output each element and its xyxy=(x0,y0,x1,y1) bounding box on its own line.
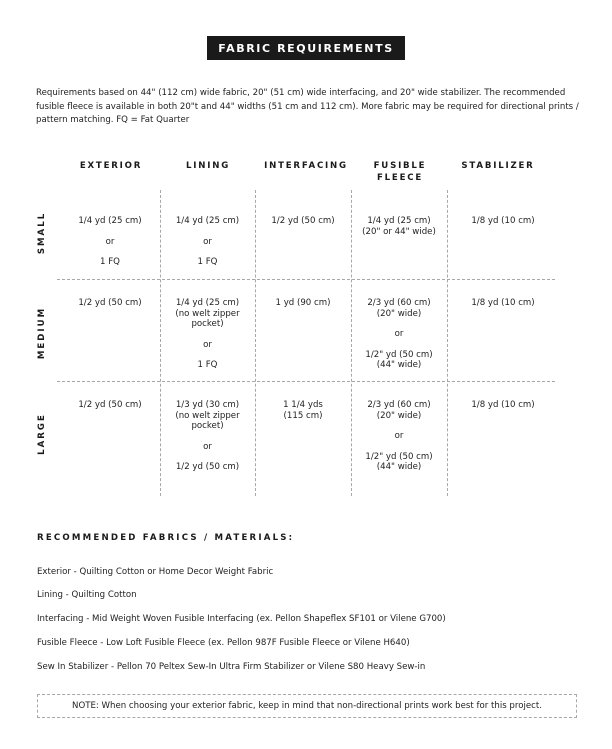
table-cell xyxy=(447,216,559,227)
cell-text: or xyxy=(203,236,212,247)
cell-text: 1/2 yd (50 cm) xyxy=(175,462,240,472)
cell-text: 1/2 yd (50 cm) xyxy=(271,216,335,226)
cell-text: 1/2 yd (50 cm) xyxy=(78,400,142,410)
material-item-fusible-fleece: Fusible Fleece - Low Loft Fusible Fleece (ex. Pellon 987F Fusible Fleece or Vilene H640) xyxy=(37,638,410,648)
table-cell xyxy=(160,298,255,371)
material-item-interfacing: Interfacing - Mid Weight Woven Fusible Interfacing (ex. Pellon Shapeflex SF101 or Vilene G700) xyxy=(37,614,446,624)
cell-text: 1/4 yd (25 cm) xyxy=(367,216,431,226)
cell-text: or xyxy=(394,329,404,339)
cell-text: (no welt zipper xyxy=(175,410,240,421)
column-header-interfacing xyxy=(257,160,355,172)
table-cell xyxy=(60,216,160,268)
table-cell xyxy=(160,216,255,268)
cell-text: (44" wide) xyxy=(376,360,422,370)
column-header-text: INTERFACING xyxy=(264,161,348,171)
table-cell xyxy=(351,298,447,371)
material-item-exterior: Exterior - Quilting Cotton or Home Decor Weight Fabric xyxy=(37,567,274,577)
cell-text: 1 FQ xyxy=(197,257,218,267)
cell-text: 1 1/4 yds xyxy=(283,400,323,410)
cell-text: 1/4 yd (25 cm) xyxy=(175,216,240,226)
cell-spacer xyxy=(351,340,447,350)
cell-spacer xyxy=(160,350,255,360)
cell-text: (20" wide) xyxy=(376,410,422,421)
row-header-text: MEDIUM xyxy=(37,306,47,360)
table-cell xyxy=(255,298,351,309)
column-header-text: LINING xyxy=(185,161,231,171)
column-header-text: FLEECE xyxy=(376,173,424,183)
cell-spacer xyxy=(160,330,255,340)
cell-text: pocket) xyxy=(191,421,224,431)
column-header-lining xyxy=(162,160,254,172)
cell-spacer xyxy=(160,432,255,442)
material-item-stabilizer: Sew In Stabilizer - Pellon 70 Peltex Sew-In Ultra Firm Stabilizer or Vilene S80 Heavy Sew-in xyxy=(37,662,426,672)
table-cell xyxy=(255,400,351,421)
material-item-lining: Lining - Quilting Cotton xyxy=(37,590,137,600)
cell-text: 2/3 yd (60 cm) xyxy=(367,400,431,410)
table-cell xyxy=(351,400,447,473)
cell-text: pocket) xyxy=(191,319,224,329)
cell-spacer xyxy=(351,319,447,329)
cell-spacer xyxy=(60,227,160,237)
cell-text: (20" wide) xyxy=(376,308,422,319)
cell-text: 1 FQ xyxy=(100,257,120,267)
row-divider xyxy=(57,279,555,280)
column-header-text: EXTERIOR xyxy=(79,161,143,171)
row-header-text: SMALL xyxy=(37,211,47,255)
column-header-exterior xyxy=(65,160,157,172)
cell-text: (44" wide) xyxy=(376,462,422,472)
note-text: NOTE: When choosing your exterior fabric, keep in mind that non-directional prints work best for this project. xyxy=(72,701,542,711)
table-cell xyxy=(160,400,255,473)
table-cell xyxy=(447,298,559,309)
table-cell xyxy=(447,400,559,411)
cell-text: (115 cm) xyxy=(283,410,323,421)
cell-spacer xyxy=(60,247,160,257)
column-header-fusible-fleece xyxy=(353,160,447,184)
cell-text: 1/4 yd (25 cm) xyxy=(78,216,142,226)
column-header-stabilizer xyxy=(450,160,546,172)
note-box xyxy=(37,694,577,718)
cell-text: 1/3 yd (30 cm) xyxy=(175,400,240,410)
table-cell xyxy=(255,216,351,227)
page-title-text: FABRIC REQUIREMENTS xyxy=(218,41,394,55)
cell-text: or xyxy=(105,236,115,247)
column-divider xyxy=(255,190,256,496)
cell-text: 2/3 yd (60 cm) xyxy=(367,298,431,308)
cell-text: 1/8 yd (10 cm) xyxy=(471,216,535,226)
cell-text: 1/2 yd (50 cm) xyxy=(78,298,142,308)
cell-spacer xyxy=(160,452,255,462)
row-header-text: LARGE xyxy=(37,413,47,455)
cell-text: 1/4 yd (25 cm) xyxy=(175,298,240,308)
page-title xyxy=(207,36,405,60)
cell-spacer xyxy=(351,421,447,431)
intro-text: Requirements based on 44" (112 cm) wide fabric, 20" (51 cm) wide interfacing, and 20" wide stabilizer. The recommended fusible fleece is available in both 20"t and 44" widths (51 cm and 112 cm). More fabric may be required for directional prints / pattern matching. FQ = Fat Quarter xyxy=(36,88,579,125)
table-cell xyxy=(351,216,447,237)
column-divider xyxy=(447,190,448,496)
cell-text: (no welt zipper xyxy=(175,308,240,319)
cell-text: 1/8 yd (10 cm) xyxy=(471,298,535,308)
table-cell xyxy=(60,298,160,309)
cell-text: 1/8 yd (10 cm) xyxy=(471,400,535,410)
cell-spacer xyxy=(160,227,255,237)
cell-text: or xyxy=(203,339,212,350)
column-header-text: FUSIBLE xyxy=(373,161,427,171)
materials-heading: RECOMMENDED FABRICS / MATERIALS: xyxy=(37,533,295,543)
cell-text: 1/2" yd (50 cm) xyxy=(365,451,433,462)
cell-text: or xyxy=(394,431,404,441)
row-divider xyxy=(57,381,555,382)
column-header-text: STABILIZER xyxy=(461,161,535,171)
cell-text: (20" or 44" wide) xyxy=(362,226,436,237)
table-cell xyxy=(60,400,160,411)
cell-text: 1/2" yd (50 cm) xyxy=(365,349,433,360)
cell-text: 1 FQ xyxy=(197,360,218,370)
cell-spacer xyxy=(351,442,447,452)
cell-text: 1 yd (90 cm) xyxy=(275,298,331,308)
cell-spacer xyxy=(160,247,255,257)
cell-text: or xyxy=(203,441,212,452)
